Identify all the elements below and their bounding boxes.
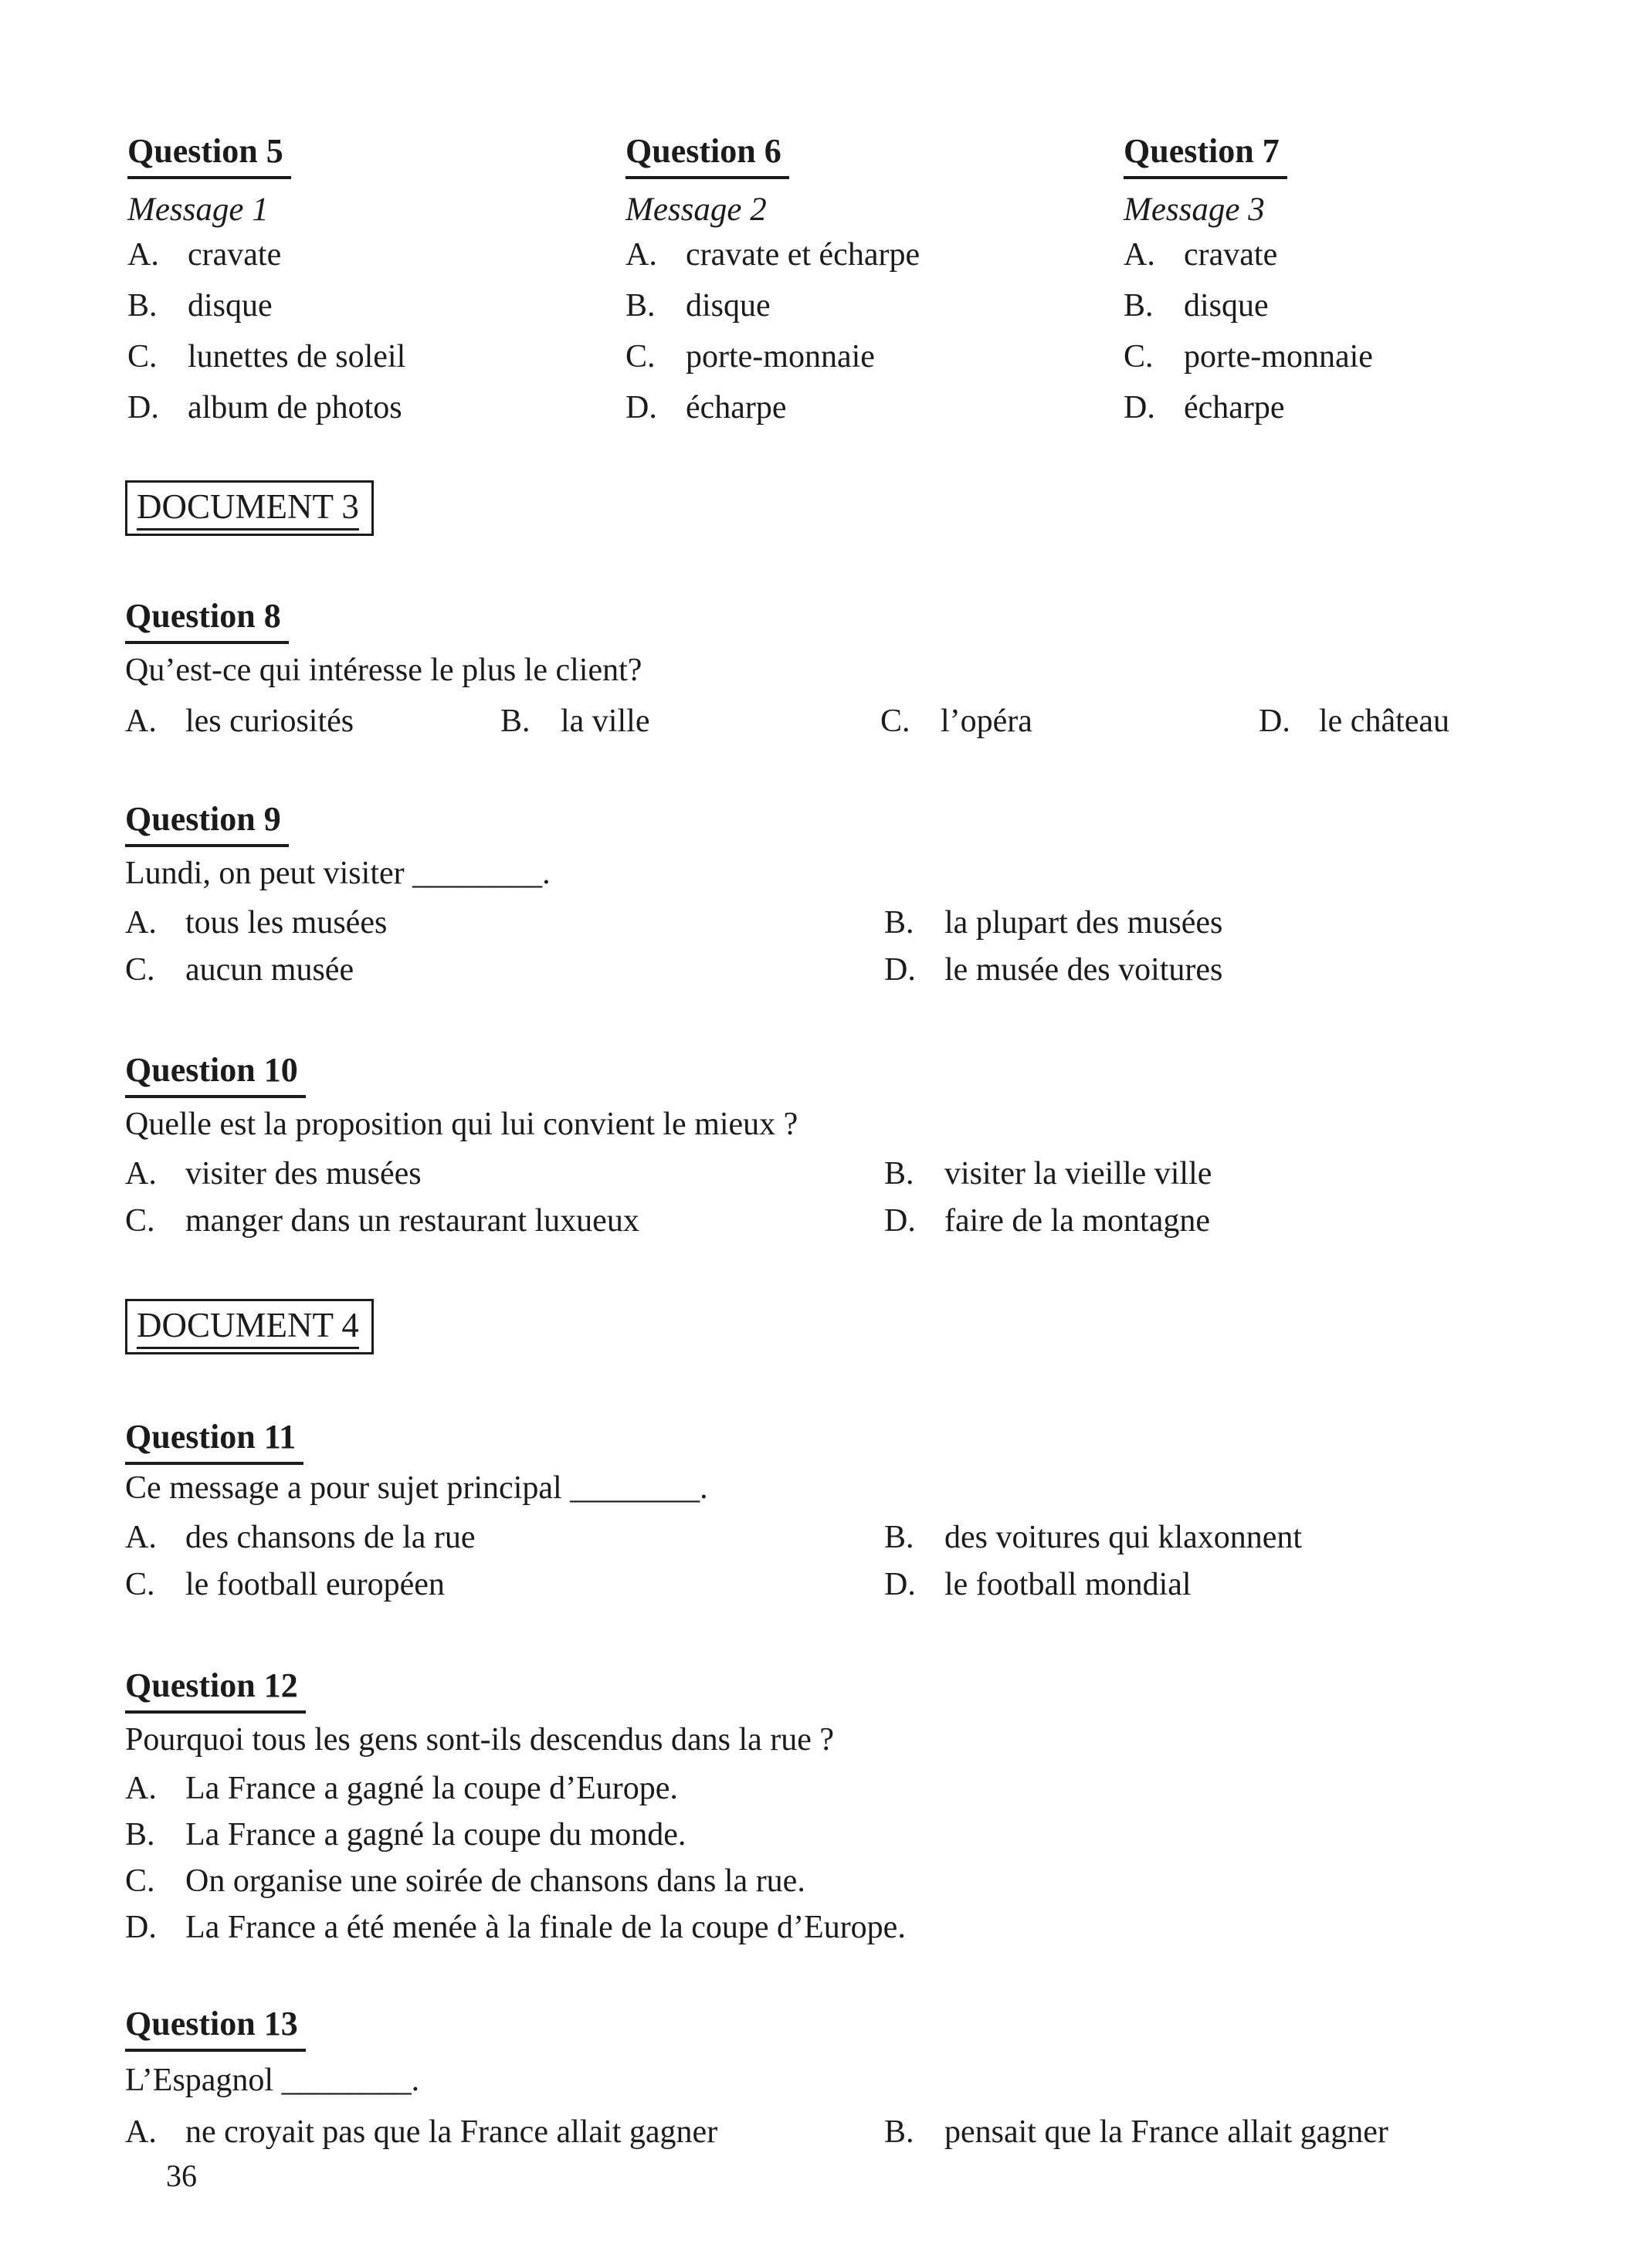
option	[625, 389, 1112, 426]
option	[884, 2114, 1388, 2151]
document-box	[125, 480, 374, 536]
option	[1124, 236, 1610, 273]
options-row	[125, 1519, 1600, 1556]
option	[125, 1519, 476, 1556]
option	[1124, 287, 1610, 324]
option	[625, 287, 1112, 324]
question-title-text: Question 9	[125, 799, 289, 847]
option-text: faire de la montagne	[944, 1203, 1210, 1239]
options-row	[125, 2114, 1600, 2151]
question-title-text: Question 13	[125, 2004, 306, 2052]
document-4-box	[125, 1299, 374, 1354]
option-text: album de photos	[188, 390, 402, 425]
question-title	[125, 596, 1600, 644]
option	[1259, 703, 1449, 740]
question-text: Ce message a pour sujet principal ________.	[125, 1470, 708, 1506]
question-text: Pourquoi tous les gens sont-ils descendus dans la rue ?	[125, 1722, 835, 1758]
option-letter: A.	[125, 1156, 157, 1192]
option-letter: B.	[884, 2114, 914, 2150]
option	[884, 951, 1222, 988]
option-letter: D.	[884, 1203, 916, 1239]
option	[125, 1863, 1600, 1900]
option-letter: A.	[125, 2114, 157, 2150]
option-text: pensait que la France allait gagner	[944, 2114, 1388, 2150]
document-3-box	[125, 480, 374, 536]
option	[125, 904, 387, 941]
option-letter: A.	[125, 905, 157, 941]
option-letter: C.	[1124, 339, 1154, 375]
option	[125, 703, 354, 740]
option-letter: B.	[500, 703, 531, 739]
option-text: écharpe	[1184, 390, 1285, 425]
option-text: disque	[1184, 288, 1269, 324]
option	[880, 703, 1032, 740]
option-text: aucun musée	[185, 952, 354, 988]
option-text: porte-monnaie	[1184, 339, 1373, 375]
option-letter: C.	[625, 339, 656, 375]
option-text: cravate	[1184, 237, 1278, 273]
option-text: la ville	[561, 703, 650, 739]
option	[127, 236, 614, 273]
option-text: le football mondial	[944, 1567, 1192, 1602]
question-13-section	[125, 2004, 1600, 2161]
question-7-block	[1124, 131, 1610, 440]
options-row	[125, 904, 1600, 941]
option-text: tous les musées	[185, 905, 388, 941]
question-title-text: Question 10	[125, 1050, 306, 1098]
message-label: Message 1	[127, 192, 269, 228]
option	[125, 1202, 639, 1239]
option	[125, 1770, 1600, 1807]
question-text: Quelle est la proposition qui lui convient le mieux ?	[125, 1107, 798, 1142]
option-text: l’opéra	[941, 703, 1032, 739]
option-letter: A.	[125, 1771, 157, 1806]
option	[127, 389, 614, 426]
option-letter: C.	[125, 1863, 155, 1899]
question-title	[625, 131, 1112, 179]
option-text: des chansons de la rue	[185, 1520, 476, 1555]
question-text: Qu’est-ce qui intéresse le plus le client?	[125, 653, 642, 688]
question-title	[1124, 131, 1610, 179]
option-letter: B.	[1124, 288, 1154, 324]
message-label: Message 2	[625, 192, 767, 228]
option	[127, 287, 614, 324]
option	[125, 1566, 445, 1603]
options-row	[125, 1155, 1600, 1192]
question-11-section	[125, 1417, 1600, 1613]
document-label: DOCUMENT 3	[137, 487, 359, 531]
option	[1124, 338, 1610, 375]
option	[125, 1909, 1600, 1946]
question-title-text: Question 6	[625, 131, 789, 179]
option-letter: B.	[884, 1520, 914, 1555]
option-text: écharpe	[686, 390, 787, 425]
option-letter: D.	[884, 1567, 916, 1602]
option-text: la plupart des musées	[944, 905, 1223, 941]
option-letter: D.	[1124, 390, 1155, 425]
option	[884, 1566, 1192, 1603]
question-title	[125, 2004, 1600, 2052]
option-text: visiter des musées	[185, 1156, 422, 1192]
question-title-text: Question 11	[125, 1417, 303, 1465]
option	[625, 338, 1112, 375]
option	[884, 1202, 1210, 1239]
question-9-section	[125, 799, 1600, 998]
options-row	[125, 703, 1600, 740]
option-text: ne croyait pas que la France allait gagner	[185, 2114, 718, 2150]
question-title	[125, 799, 1600, 847]
question-text: L’Espagnol ________.	[125, 2063, 420, 2098]
option-text: lunettes de soleil	[188, 339, 406, 375]
option-letter: A.	[127, 237, 159, 273]
option-letter: B.	[625, 288, 656, 324]
option-letter: C.	[127, 339, 158, 375]
option-text: On organise une soirée de chansons dans la rue.	[185, 1863, 805, 1899]
option-letter: A.	[125, 1520, 157, 1555]
document-box	[125, 1299, 374, 1354]
option-text: le football européen	[185, 1567, 445, 1602]
option	[500, 703, 649, 740]
question-title-text: Question 12	[125, 1666, 306, 1714]
question-text: Lundi, on peut visiter ________.	[125, 856, 551, 891]
question-title-text: Question 5	[127, 131, 291, 179]
option-letter: C.	[125, 1567, 155, 1602]
option	[1124, 389, 1610, 426]
option-letter: B.	[884, 905, 914, 941]
option-text: le château	[1319, 703, 1450, 739]
option-letter: C.	[125, 1203, 155, 1239]
option	[125, 2114, 717, 2151]
question-title-text: Question 8	[125, 596, 289, 644]
question-title	[125, 1417, 1600, 1465]
option-letter: C.	[125, 952, 155, 988]
options-row	[125, 1202, 1600, 1239]
option-text: visiter la vieille ville	[944, 1156, 1212, 1192]
option-letter: D.	[884, 952, 916, 988]
option-letter: B.	[884, 1156, 914, 1192]
option-text: des voitures qui klaxonnent	[944, 1520, 1303, 1555]
option	[125, 951, 354, 988]
question-12-section	[125, 1666, 1600, 1955]
option	[625, 236, 1112, 273]
option	[884, 1155, 1212, 1192]
option-text: manger dans un restaurant luxueux	[185, 1203, 639, 1239]
option-text: le musée des voitures	[944, 952, 1223, 988]
option	[125, 1816, 1600, 1853]
option-text: porte-monnaie	[686, 339, 875, 375]
question-title-text: Question 7	[1124, 131, 1287, 179]
option-letter: B.	[127, 288, 158, 324]
option	[884, 904, 1222, 941]
option-text: La France a été menée à la finale de la coupe d’Europe.	[185, 1910, 906, 1945]
options-row	[125, 951, 1600, 988]
question-title	[125, 1666, 1600, 1714]
option-letter: D.	[625, 390, 657, 425]
option-text: La France a gagné la coupe d’Europe.	[185, 1771, 678, 1806]
option	[125, 1155, 422, 1192]
question-6-block	[625, 131, 1112, 440]
option-letter: A.	[125, 703, 157, 739]
option-letter: D.	[125, 1910, 157, 1945]
option-text: disque	[686, 288, 771, 324]
page-number: 36	[166, 2158, 197, 2193]
option-letter: D.	[1259, 703, 1290, 739]
option-letter: D.	[127, 390, 159, 425]
options-row	[125, 1566, 1600, 1603]
option-text: La France a gagné la coupe du monde.	[185, 1817, 686, 1853]
document-label: DOCUMENT 4	[137, 1306, 359, 1349]
option	[127, 338, 614, 375]
option	[884, 1519, 1302, 1556]
option-letter: A.	[625, 237, 657, 273]
question-title	[125, 1050, 1600, 1098]
question-title	[127, 131, 614, 179]
message-label: Message 3	[1124, 192, 1265, 228]
option-text: cravate et écharpe	[686, 237, 920, 273]
option-text: disque	[188, 288, 273, 324]
option-letter: B.	[125, 1817, 155, 1853]
option-letter: A.	[1124, 237, 1155, 273]
question-5-block	[127, 131, 614, 440]
option-text: les curiosités	[185, 703, 354, 739]
option-letter: C.	[880, 703, 910, 739]
question-10-section	[125, 1050, 1600, 1249]
question-8-section	[125, 596, 1600, 750]
option-text: cravate	[188, 237, 282, 273]
